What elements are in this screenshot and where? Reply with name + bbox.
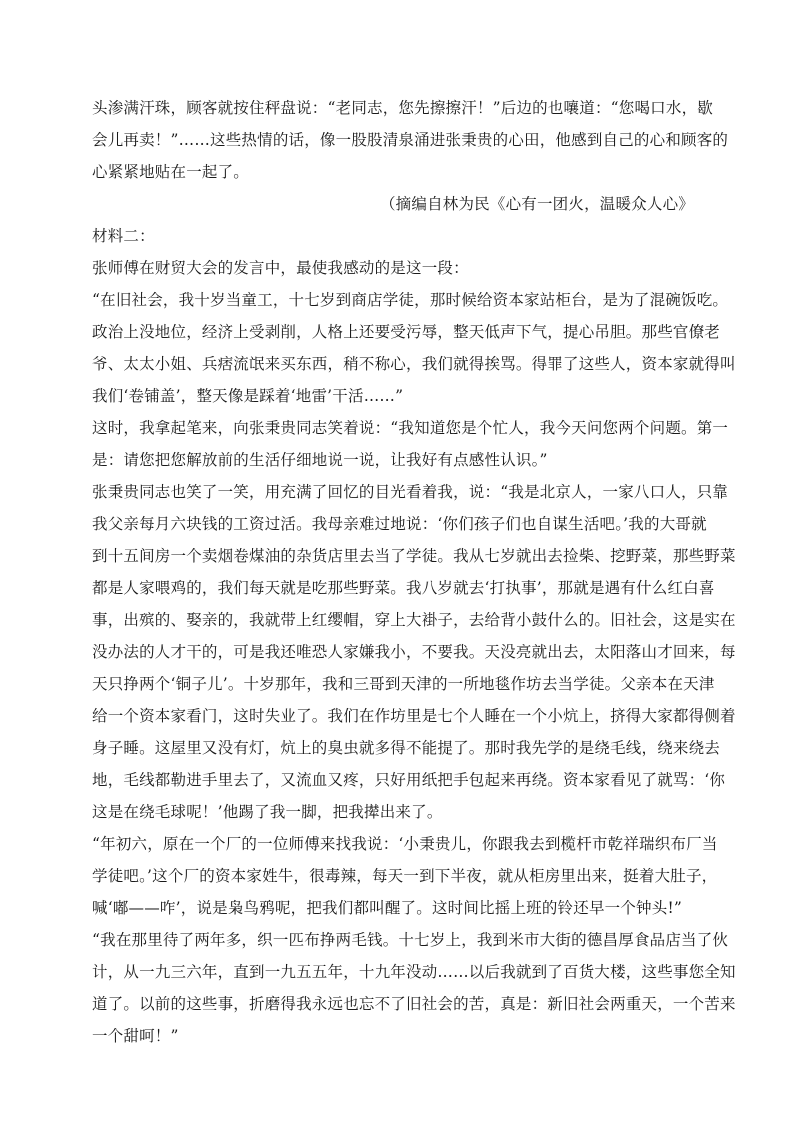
text-line: 心紧紧地贴在一起了。 — [92, 163, 250, 181]
text-line: “在旧社会，我十岁当童工，十七岁到商店学徒，那时候给资本家站柜台，是为了混碗饭吃。 — [92, 291, 729, 309]
text-line: 道了。以前的这些事，折磨得我永远也忘不了旧社会的苦，真是：新旧社会两重天，一个苦来 — [92, 995, 736, 1013]
text-line: 张师傅在财贸大会的发言中，最使我感动的是这一段： — [92, 259, 469, 277]
text-line: 计，从一九三六年，直到一九五五年，十九年没动……以后我就到了百货大楼，这些事您全知 — [92, 963, 736, 981]
text-line: 喊‘嘟——咋’，说是枭鸟鸦呢，把我们都叫醒了。这时间比摇上班的铃还早一个钟头!” — [92, 899, 683, 917]
text-line: 都是人家喂鸡的，我们每天就是吃那些野菜。我八岁就去‘打执事’，那就是遇有什么红白喜 — [92, 579, 715, 597]
text-line: 这是在绕毛球呢！’他踢了我一脚，把我撵出来了。 — [92, 803, 443, 821]
text-line: 到十五间房一个卖烟卷煤油的杂货店里去当了学徒。我从七岁就出去捡柴、挖野菜，那些野菜 — [92, 547, 736, 565]
text-line: “年初六，原在一个厂的一位师傅来找我说：‘小秉贵儿，你跟我去到榄杆市乾祥瑞织布厂当 — [92, 835, 718, 853]
source-citation: （摘编自林为民《心有一团火，温暖众人心》 — [379, 195, 694, 213]
text-line: 张秉贵同志也笑了一笑，用充满了回忆的目光看着我，说：“我是北京人，一家八口人，只靠 — [92, 483, 729, 501]
text-line: 政治上没地位，经济上受剥削，人格上还要受污辱，整天低声下气，提心吊胆。那些官僚老 — [92, 323, 721, 341]
text-line: 这时，我拿起笔来，向张秉贵同志笑着说：“我知道您是个忙人，我今天问您两个问题。第一 — [92, 419, 729, 437]
text-line: 是：请您把您解放前的生活仔细地说一说，让我好有点感性认识。” — [92, 451, 548, 469]
text-line: 身子睡。这屋里又没有灯，炕上的臭虫就多得不能提了。那时我先学的是绕毛线，绕来绕去 — [92, 739, 721, 757]
text-line: 会儿再卖！”……这些热情的话，像一股股清泉涌进张秉贵的心田，他感到自己的心和顾客的 — [92, 131, 729, 149]
text-line: 给一个资本家看门，这时失业了。我们在作坊里是七个人睡在一个小炕上，挤得大家都得侧着 — [92, 707, 736, 725]
text-line: 天只挣两个‘铜子儿’。十岁那年，我和三哥到天津的一所地毯作坊去当学徒。父亲本在天津 — [92, 675, 715, 693]
text-line: 学徒吧。’这个厂的资本家姓牛，很毒辣，每天一到下半夜，就从柜房里出来，挺着大肚子， — [92, 867, 718, 885]
text-line: 没办法的人才干的，可是我还唯恐人家嫌我小，不要我。天没亮就出去，太阳落山才回来，每 — [92, 643, 736, 661]
text-line: “我在那里待了两年多，织一匹布挣两毛钱。十七岁上，我到米市大街的德昌厚食品店当了伙 — [92, 931, 729, 949]
text-line: 爷、太太小姐、兵痞流氓来买东西，稍不称心，我们就得挨骂。得罪了这些人，资本家就得叫 — [92, 355, 736, 373]
text-line: 头渗满汗珠，顾客就按住秤盘说：“老同志，您先擦擦汗！”后边的也嚷道：“您喝口水，歇 — [92, 99, 713, 117]
text-line: 一个甜呵！” — [92, 1027, 179, 1045]
text-line: 我们‘卷铺盖’，整天像是踩着‘地雷’干活……” — [92, 387, 404, 405]
section-heading: 材料二： — [92, 227, 155, 245]
text-line: 地，毛线都勒进手里去了，又流血又疼，只好用纸把手包起来再绕。资本家看见了就骂：‘你 — [92, 771, 726, 789]
text-line: 事，出殡的、娶亲的，我就带上红缨帽，穿上大褂子，去给背小鼓什么的。旧社会，这是实在 — [92, 611, 736, 629]
text-line: 我父亲每月六块钱的工资过活。我母亲难过地说：‘你们孩子们也自谋生活吧。’我的大哥就 — [92, 515, 707, 533]
